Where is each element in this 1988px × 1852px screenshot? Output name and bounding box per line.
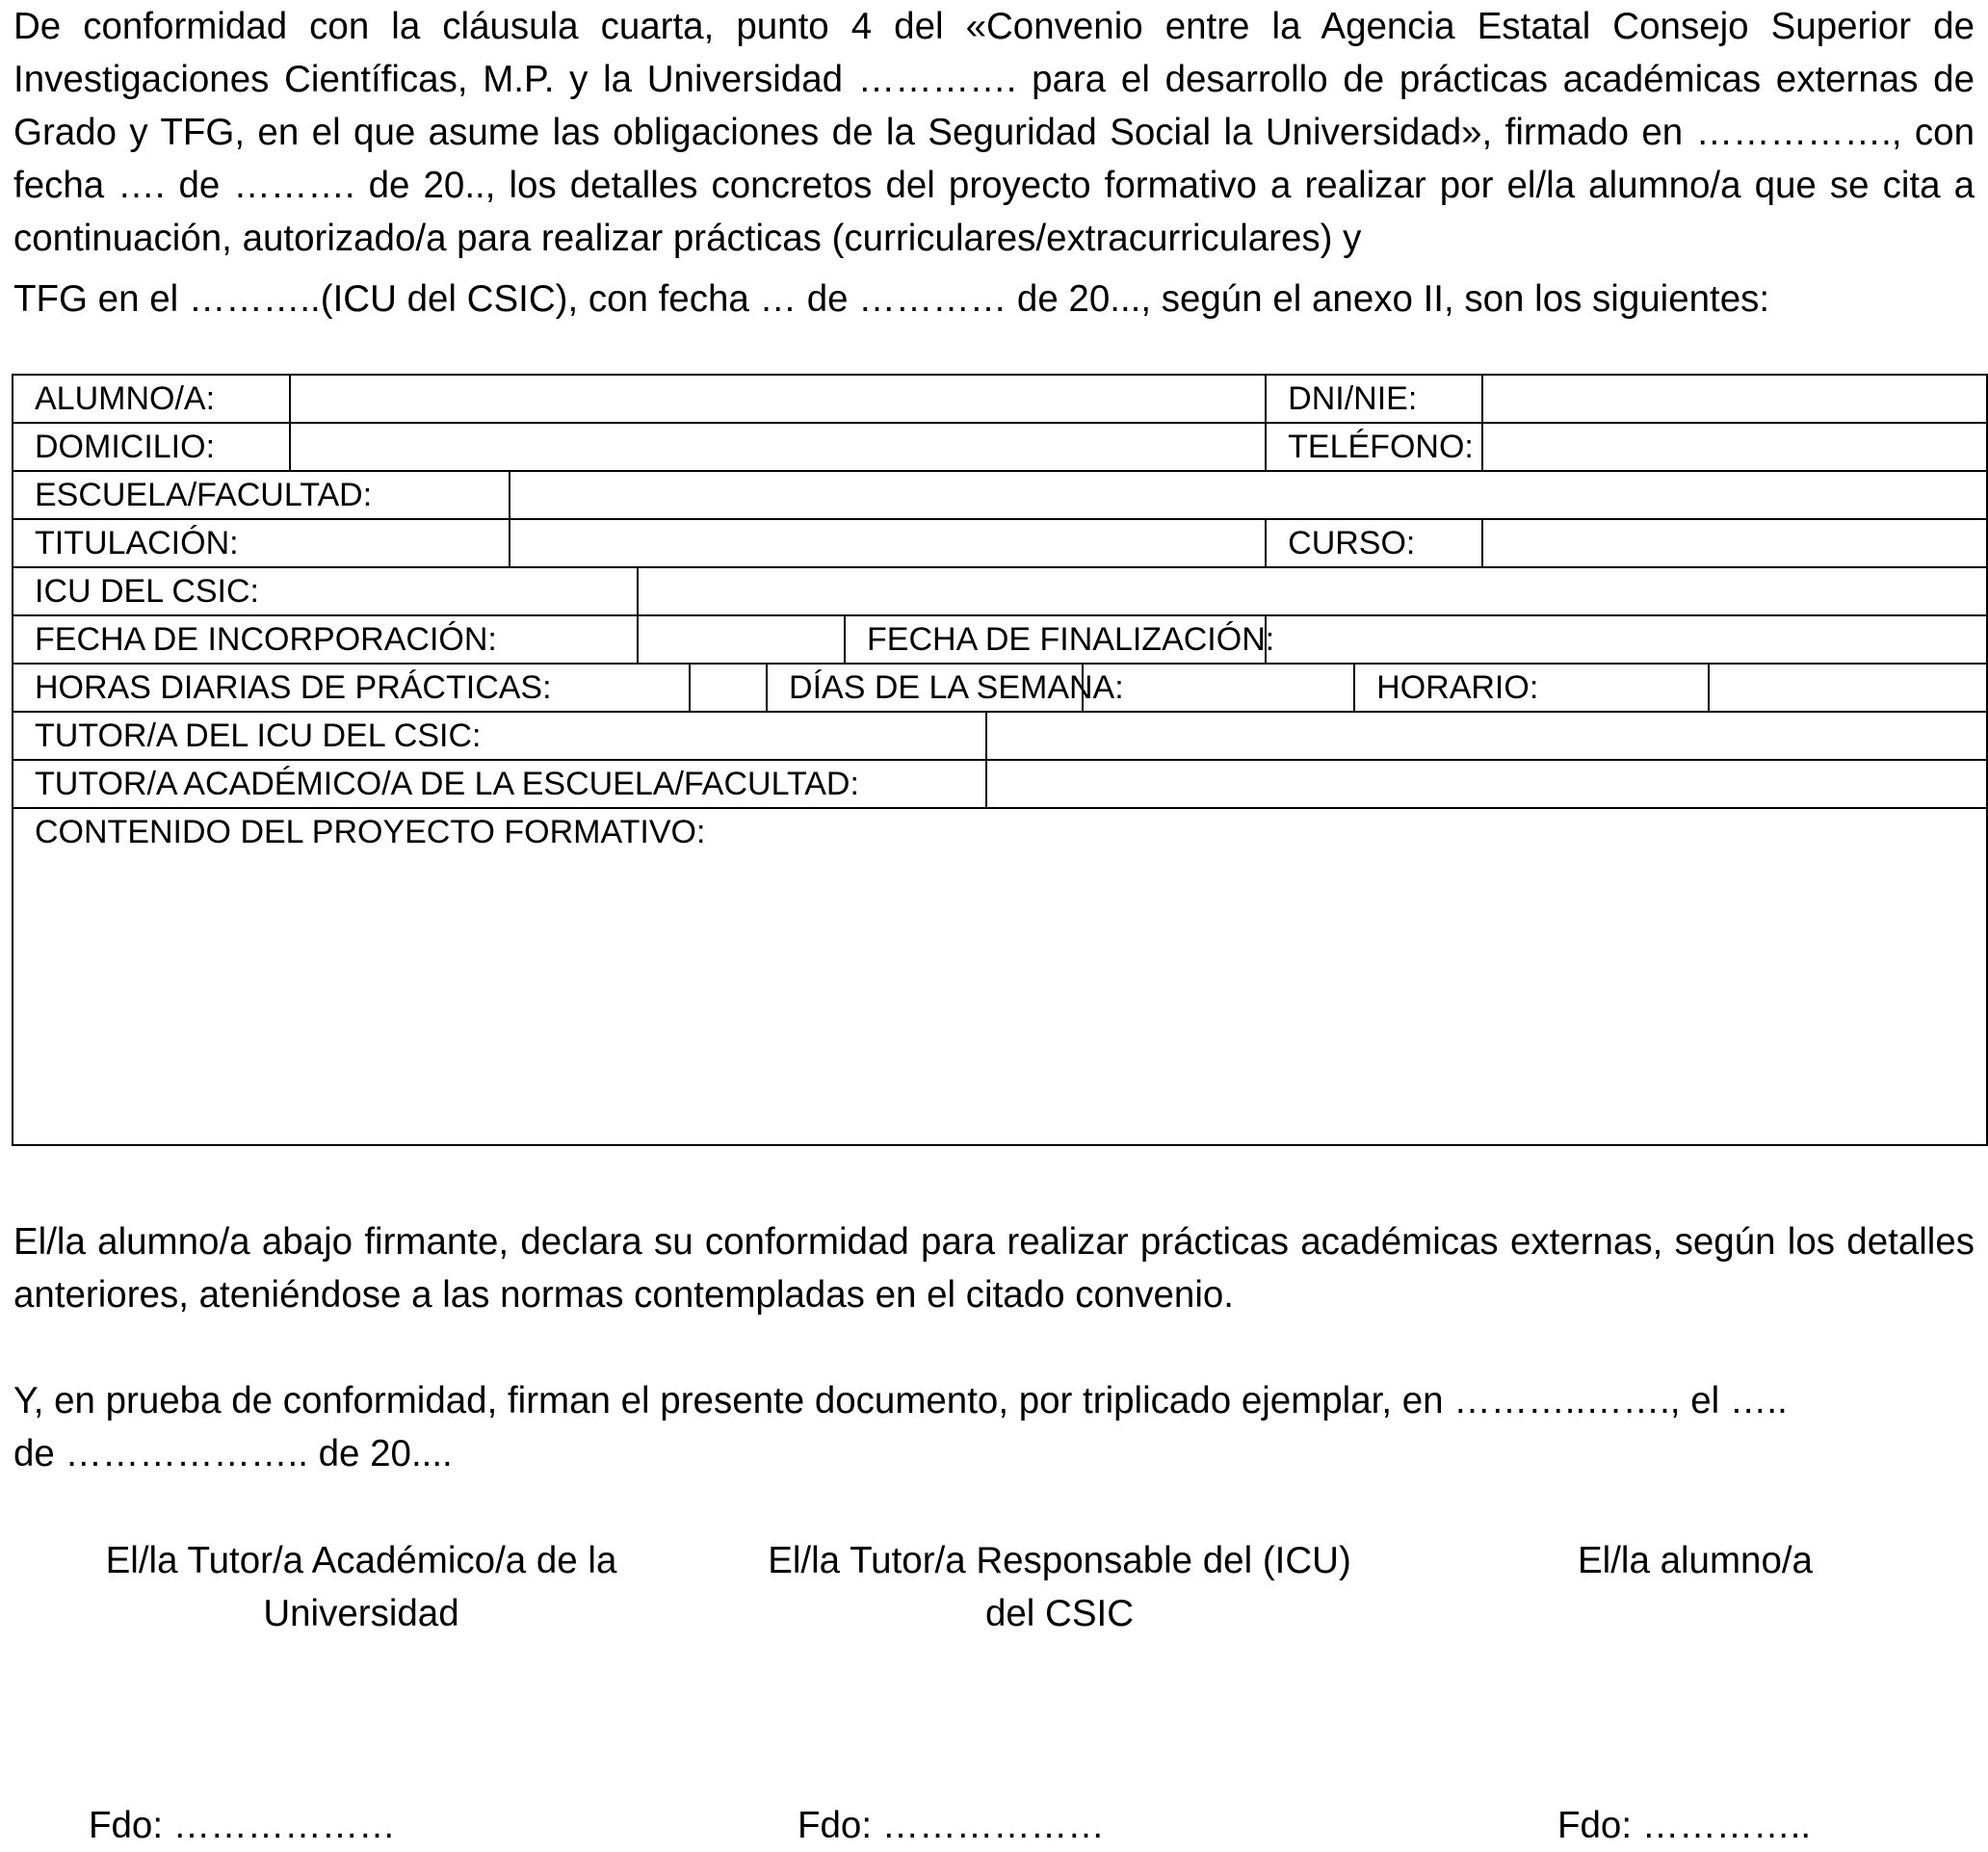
label-tutor-icu: TUTOR/A DEL ICU DEL CSIC:: [13, 712, 986, 760]
proof-line-2: de ……………….. de 20....: [13, 1433, 453, 1474]
field-telefono[interactable]: [1482, 423, 1987, 471]
label-fecha-finalizacion: FECHA DE FINALIZACIÓN:: [845, 615, 1266, 664]
signature-icu-tutor: [732, 1534, 1387, 1640]
signature-student: [1522, 1534, 1869, 1587]
label-alumno: ALUMNO/A:: [13, 375, 290, 423]
label-icu: ICU DEL CSIC:: [13, 567, 638, 615]
field-contenido[interactable]: [13, 808, 1987, 1145]
intro-text-last: TFG en el ………..(ICU del CSIC), con fecha … de ………… de 20..., según el anexo II, son los siguientes:: [13, 278, 1770, 320]
field-curso[interactable]: [1482, 519, 1987, 567]
signature-student-line1: El/la alumno/a: [1578, 1540, 1813, 1581]
field-titulacion[interactable]: [510, 519, 1266, 567]
label-telefono: TELÉFONO:: [1266, 423, 1482, 471]
label-contenido: CONTENIDO DEL PROYECTO FORMATIVO:: [35, 814, 706, 850]
signature-academic-line2: Universidad: [263, 1593, 459, 1634]
label-curso: CURSO:: [1266, 519, 1482, 567]
label-dias: DÍAS DE LA SEMANA:: [767, 664, 1083, 712]
label-tutor-academico: TUTOR/A ACADÉMICO/A DE LA ESCUELA/FACULTAD:: [13, 760, 986, 808]
student-details-table: [12, 374, 1988, 1146]
field-tutor-academico[interactable]: [986, 760, 1987, 808]
intro-paragraph: [13, 0, 1975, 326]
field-alumno[interactable]: [290, 375, 1266, 423]
field-horario[interactable]: [1709, 664, 1987, 712]
field-escuela[interactable]: [510, 471, 1987, 519]
label-titulacion: TITULACIÓN:: [13, 519, 510, 567]
field-icu[interactable]: [638, 567, 1987, 615]
label-horas: HORAS DIARIAS DE PRÁCTICAS:: [13, 664, 690, 712]
signature-icu-line1: El/la Tutor/a Responsable del (ICU): [768, 1540, 1351, 1581]
fdo-academic: Fdo: ………………: [89, 1805, 396, 1846]
field-fecha-finalizacion[interactable]: [1266, 615, 1987, 664]
label-escuela: ESCUELA/FACULTAD:: [13, 471, 510, 519]
label-domicilio: DOMICILIO:: [13, 423, 290, 471]
label-dni: DNI/NIE:: [1266, 375, 1482, 423]
proof-line-1: Y, en prueba de conformidad, firman el presente documento, por triplicado ejemplar, en ………..……., el …..: [13, 1380, 1788, 1422]
field-dni[interactable]: [1482, 375, 1987, 423]
proof-paragraph: [13, 1374, 1975, 1480]
fdo-student: Fdo: …………..: [1557, 1805, 1812, 1846]
field-tutor-icu[interactable]: [986, 712, 1987, 760]
fdo-icu: Fdo: ………………: [798, 1805, 1105, 1846]
intro-text: De conformidad con la cláusula cuarta, punto 4 del «Convenio entre la Agencia Estatal Consejo Superior de Investigaciones Científicas, M.P. y la Universidad …………. para el desarrollo de prácticas académicas externas de Grado y TFG, en el que asume las obligaciones de la Seguridad Social la Universidad», firmado en ……………., con fecha …. de ………. de 20.., los detalles concretos del proyecto formativo a realizar por el/la alumno/a que se cita a continuación, autorizado/a para realizar prácticas (curriculares/extracurriculares) y: [13, 6, 1975, 259]
signature-academic-tutor: [67, 1534, 655, 1640]
declaration-paragraph: El/la alumno/a abajo firmante, declara su conformidad para realizar prácticas académicas externas, según los detalles anteriores, ateniéndose a las normas contempladas en el citado convenio.: [13, 1221, 1975, 1316]
label-fecha-incorporacion: FECHA DE INCORPORACIÓN:: [13, 615, 638, 664]
field-domicilio[interactable]: [290, 423, 1266, 471]
field-horas[interactable]: [690, 664, 767, 712]
signature-academic-line1: El/la Tutor/a Académico/a de la: [105, 1540, 617, 1581]
label-horario: HORARIO:: [1354, 664, 1709, 712]
signature-icu-line2: del CSIC: [984, 1593, 1135, 1634]
field-fecha-incorporacion[interactable]: [638, 615, 845, 664]
